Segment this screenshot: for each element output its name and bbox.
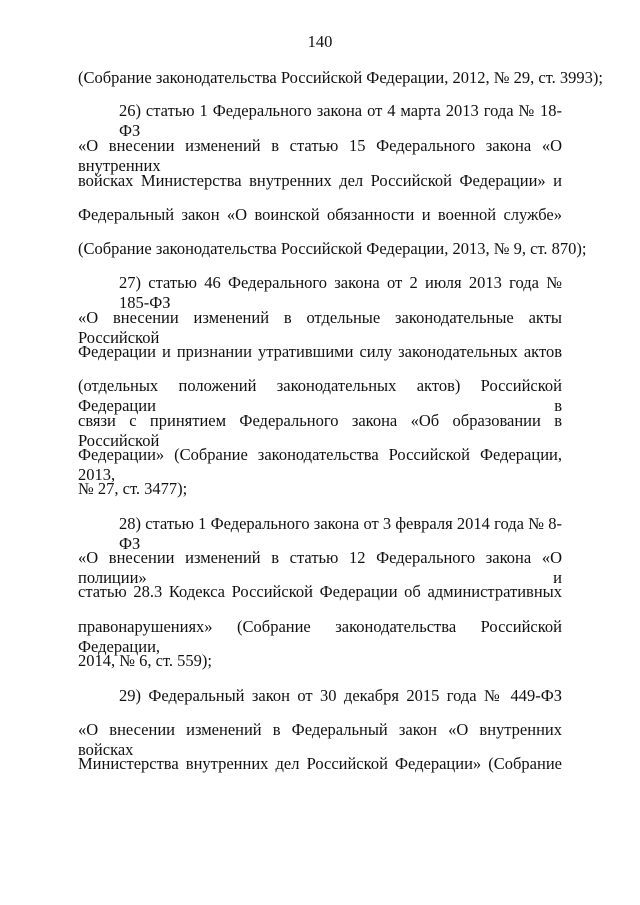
text-line: 28) статью 1 Федерального закона от 3 февраля 2014 года № 8-ФЗ: [119, 514, 562, 553]
text-line: войсках Министерства внутренних дел Российской Федерации» и: [78, 171, 562, 190]
text-line: Министерства внутренних дел Российской Федерации» (Собрание: [78, 754, 562, 773]
text-line: 27) статью 46 Федерального закона от 2 июля 2013 года № 185-ФЗ: [119, 273, 562, 312]
text-line: «О внесении изменений в статью 15 Федерального закона «О внутренних: [78, 136, 562, 175]
text-line: № 27, ст. 3477);: [78, 479, 188, 498]
text-line: 29) Федеральный закон от 30 декабря 2015 года № 449-ФЗ: [119, 686, 562, 705]
text-line: «О внесении изменений в отдельные законодательные акты Российской: [78, 308, 562, 347]
text-line: Федерации и признании утратившими силу законодательных актов: [78, 342, 562, 361]
text-line: (Собрание законодательства Российской Федерации, 2012, № 29, ст. 3993);: [78, 68, 603, 87]
text-line: «О внесении изменений в статью 12 Федерального закона «О полиции» и: [78, 548, 562, 587]
text-line: 26) статью 1 Федерального закона от 4 марта 2013 года № 18-ФЗ: [119, 101, 562, 140]
text-line: 2014, № 6, ст. 559);: [78, 651, 212, 670]
text-line: (отдельных положений законодательных актов) Российской Федерации в: [78, 376, 562, 415]
text-line: (Собрание законодательства Российской Федерации, 2013, № 9, ст. 870);: [78, 239, 587, 258]
text-line: статью 28.3 Кодекса Российской Федерации об административных: [78, 582, 562, 601]
text-line: связи с принятием Федерального закона «Об образовании в Российской: [78, 411, 562, 450]
page-number: 140: [307, 32, 333, 51]
text-line: «О внесении изменений в Федеральный закон «О внутренних войсках: [78, 720, 562, 759]
text-line: Федерации» (Собрание законодательства Российской Федерации, 2013,: [78, 445, 562, 484]
text-line: правонарушениях» (Собрание законодательства Российской Федерации,: [78, 617, 562, 656]
text-line: Федеральный закон «О воинской обязанности и военной службе»: [78, 205, 562, 224]
